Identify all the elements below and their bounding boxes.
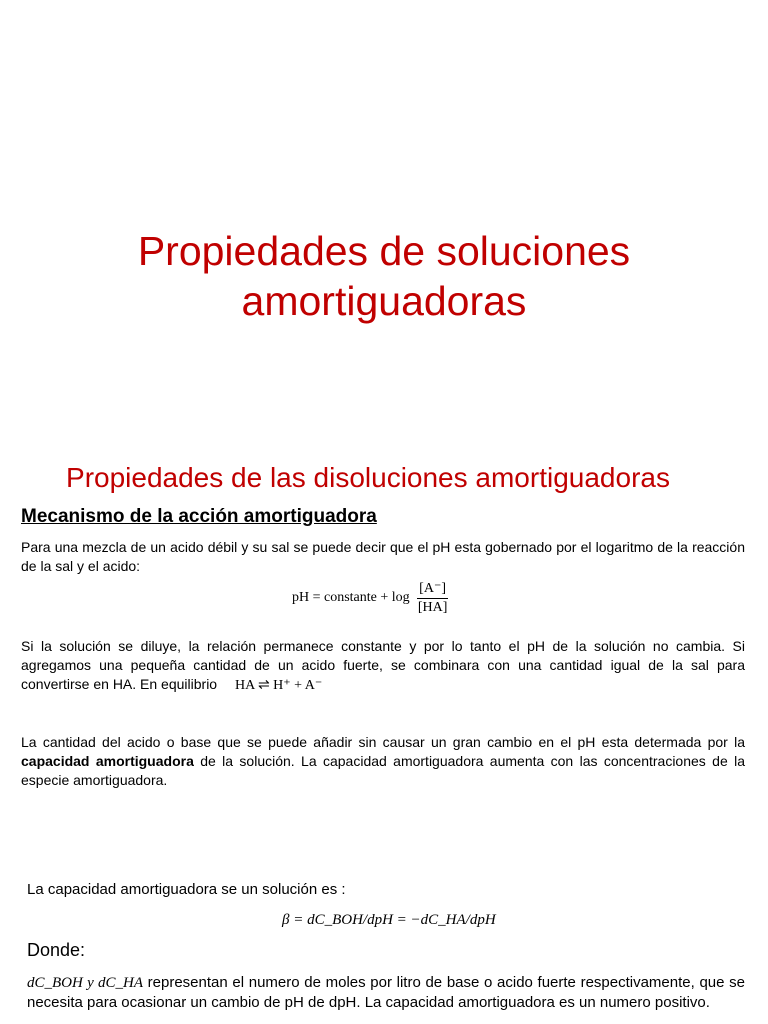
paragraph-dilution: [21, 637, 745, 695]
equation-henderson: [292, 580, 448, 616]
paragraph-definition-text: representan el numero de moles por litro de base o acido fuerte respectivamente, que se necesita para ocasionar un cambio de pH de dpH. La capacidad amortiguadora es un numero positivo.: [27, 974, 745, 1011]
slide-title: [40, 226, 728, 326]
variables-text: dC_BOH y dC_HA: [27, 975, 143, 991]
section-subtitle: Mecanismo de la acción amortiguadora: [21, 506, 377, 527]
equation-fraction: [417, 580, 448, 616]
paragraph-capacity-a: La cantidad del acido o base que se puede añadir sin causar un gran cambio en el pH esta determada por la: [21, 734, 745, 750]
capacity-definition-label: La capacidad amortiguadora se un solución es :: [27, 881, 346, 898]
title-slide: [0, 0, 768, 430]
content-title: Propiedades de las disoluciones amortiguadoras: [66, 462, 670, 493]
content-slide: [0, 430, 768, 1024]
equation-henderson-lhs: pH = constante + log: [292, 590, 410, 606]
paragraph-mixture: Para una mezcla de un acido débil y su sal se puede decir que el pH esta gobernado por el logaritmo de la reacción de la sal y el acido:: [21, 539, 745, 574]
equation-beta: β = dC_BOH/dpH = −dC_HA/dpH: [282, 912, 496, 928]
paragraph-definition: [27, 973, 745, 1013]
capacity-term: capacidad amortiguadora: [21, 753, 194, 769]
paragraph-capacity: [21, 733, 745, 790]
paragraph-dilution-text: Si la solución se diluye, la relación permanece constante y por lo tanto el pH de la solución no cambia. Si agregamos una pequeña cantidad de un acido fuerte, se combinara con una cantidad igual de la sal para convertirse en HA. En equilibrio: [21, 638, 745, 692]
slide-title-line2: amortiguadoras: [241, 278, 527, 324]
paragraph-capacity-b: de la solución. La capacidad amortiguadora aumenta con las concentraciones de la especie amortiguadora.: [21, 753, 745, 788]
slide-title-line1: Propiedades de soluciones: [137, 228, 631, 274]
donde-label: Donde:: [27, 940, 86, 960]
equation-equilibrium: HA ⇌ H⁺ + A⁻: [235, 678, 323, 693]
fraction-denominator: [HA]: [417, 600, 448, 615]
fraction-numerator: [A⁻]: [417, 580, 448, 599]
